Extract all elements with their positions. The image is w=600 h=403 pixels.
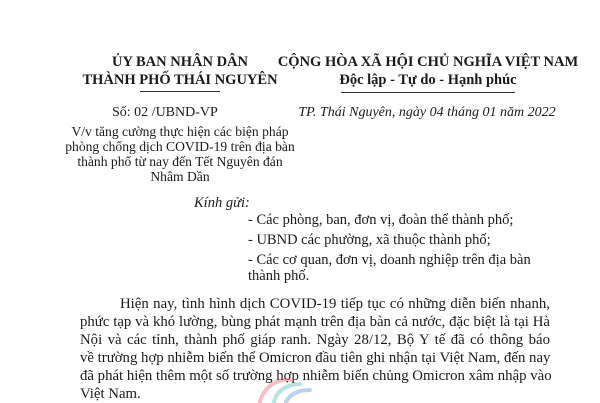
authority-underline bbox=[140, 91, 220, 92]
body-line: phức tạp và khó lường, bùng phát mạnh trên địa bàn cả nước, đặc biệt là tại Hà bbox=[80, 314, 550, 330]
body-line: về trường hợp nhiễm biến thể Omicron đầu tiên ghi nhận tại Việt Nam, đến nay bbox=[80, 350, 551, 366]
issuing-city: THÀNH PHỐ THÁI NGUYÊN bbox=[82, 72, 278, 88]
national-title: CỘNG HÒA XÃ HỘI CHỦ NGHĨA VIỆT NAM bbox=[277, 54, 579, 70]
motto-underline bbox=[341, 92, 515, 93]
document-number: Số: 02 /UBND-VP bbox=[112, 105, 218, 120]
body-line: đã phát hiện thêm một số trường hợp nhiễm biến chủng Omicron xâm nhập vào bbox=[80, 368, 552, 384]
document-subject: V/v tăng cường thực hiện các biện pháp phòng chống dịch COVID-19 trên địa bàn thành phố từ nay đến Tết Nguyên đán Nhâm Dần bbox=[65, 124, 295, 184]
recipient-item: - Các phòng, ban, đơn vị, đoàn thể thành phố; bbox=[248, 212, 514, 228]
body-line: Hiện nay, tình hình dịch COVID-19 tiếp tục có những diễn biến nhanh, bbox=[120, 296, 550, 312]
watermark-swoosh-blue bbox=[286, 390, 310, 402]
watermark-logo-icon bbox=[240, 372, 320, 403]
greeting: Kính gửi: bbox=[194, 195, 250, 211]
national-motto: Độc lập - Tự do - Hạnh phúc bbox=[339, 72, 517, 88]
body-line: Việt Nam. bbox=[80, 386, 141, 402]
recipient-item: - Các cơ quan, đơn vị, doanh nghiệp trên địa bàn bbox=[248, 252, 531, 268]
body-line: Nội và các tỉnh, thành phố giáp ranh. Ngày 28/12, Bộ Y tế đã có thông báo bbox=[80, 332, 550, 348]
recipient-item: - UBND các phường, xã thuộc thành phố; bbox=[248, 232, 491, 248]
recipient-item: thành phố. bbox=[248, 268, 310, 284]
issuing-authority: ỦY BAN NHÂN DÂN bbox=[111, 54, 248, 70]
place-and-date: TP. Thái Nguyên, ngày 04 tháng 01 năm 2022 bbox=[298, 105, 556, 120]
